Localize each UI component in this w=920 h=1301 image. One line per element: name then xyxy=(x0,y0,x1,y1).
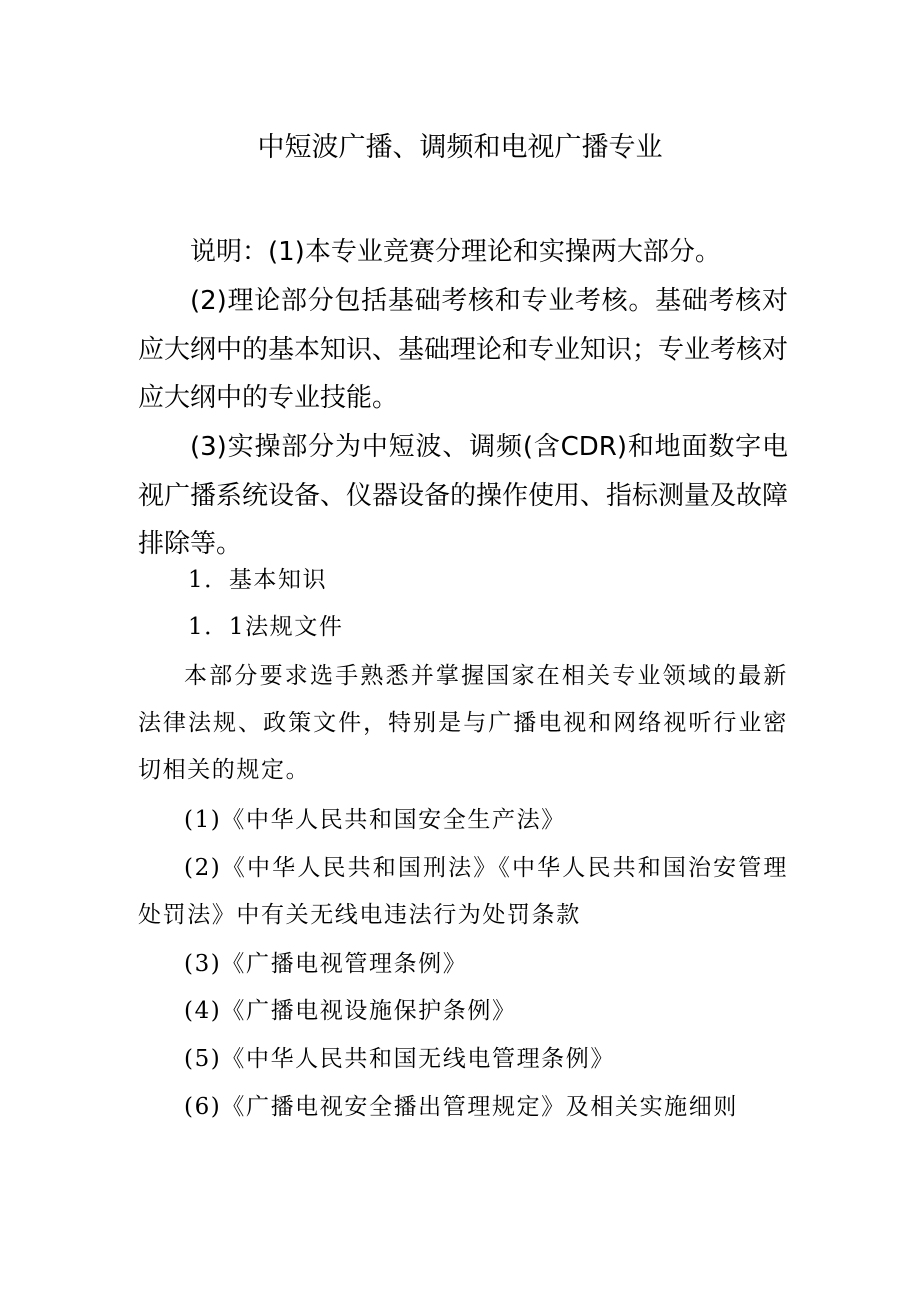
law-item-4: (4)《广播电视设施保护条例》 xyxy=(184,998,517,1024)
section-1-1-body: 本部分要求选手熟悉并掌握国家在相关专业领域的最新法律法规、政策文件，特别是与广播电视和网络视听行业密切相关的规定。 xyxy=(138,663,788,783)
document-title: 中短波广播、调频和电视广播专业 xyxy=(257,132,663,163)
section-heading-1-1: 1．1法规文件 xyxy=(188,614,344,640)
section-heading-1: 1．基本知识 xyxy=(188,567,328,593)
intro-paragraph-2: (2)理论部分包括基础考核和专业考核。基础考核对应大纲中的基本知识、基础理论和专业知识；专业考核对应大纲中的专业技能。 xyxy=(138,286,789,413)
law-item-2: (2)《中华人民共和国刑法》《中华人民共和国治安管理处罚法》中有关无线电违法行为处罚条款 xyxy=(138,855,788,928)
intro-paragraph-3: (3)实操部分为中短波、调频(含CDR)和地面数字电视广播系统设备、仪器设备的操作使用、指标测量及故障排除等。 xyxy=(138,432,789,559)
law-item-1: (1)《中华人民共和国安全生产法》 xyxy=(184,807,566,833)
law-item-6: (6)《广播电视安全播出管理规定》及相关实施细则 xyxy=(184,1094,738,1120)
law-item-3: (3)《广播电视管理条例》 xyxy=(184,951,468,977)
intro-paragraph-1: 说明：(1)本专业竞赛分理论和实操两大部分。 xyxy=(190,237,721,267)
law-item-5: (5)《中华人民共和国无线电管理条例》 xyxy=(184,1046,615,1072)
